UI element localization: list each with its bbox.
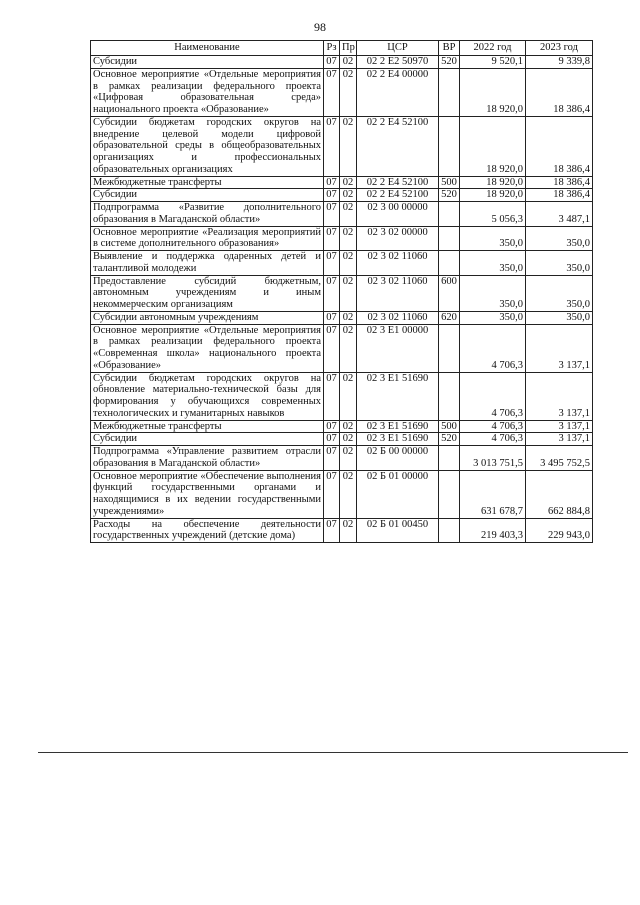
row-name: Межбюджетные трансферты	[91, 176, 324, 189]
row-pr: 02	[340, 470, 357, 518]
row-2022: 350,0	[460, 311, 526, 324]
table-header-row	[91, 41, 593, 56]
row-csr: 02 3 E1 51690	[357, 420, 439, 433]
row-2022: 18 920,0	[460, 176, 526, 189]
row-vr	[439, 446, 460, 471]
row-name: Субсидии бюджетам городских округов на обновление материально-технической базы для формирования у обучающихся современных технологических и гуманитарных навыков	[91, 372, 324, 420]
row-vr	[439, 372, 460, 420]
row-csr: 02 Б 01 00450	[357, 518, 439, 543]
row-2023: 3 495 752,5	[526, 446, 593, 471]
row-rz: 07	[324, 202, 340, 227]
row-pr: 02	[340, 251, 357, 276]
row-name: Субсидии	[91, 189, 324, 202]
row-pr: 02	[340, 56, 357, 69]
row-name: Подпрограмма «Развитие дополнительного образования в Магаданской области»	[91, 202, 324, 227]
row-csr: 02 2 E4 52100	[357, 116, 439, 176]
header-2023: 2023 год	[526, 41, 593, 56]
row-2023: 350,0	[526, 226, 593, 251]
table-row	[91, 518, 593, 543]
row-vr	[439, 226, 460, 251]
row-vr	[439, 324, 460, 372]
row-csr: 02 3 E1 51690	[357, 372, 439, 420]
row-rz: 07	[324, 176, 340, 189]
table-row	[91, 202, 593, 227]
row-vr: 520	[439, 189, 460, 202]
row-pr: 02	[340, 372, 357, 420]
row-pr: 02	[340, 433, 357, 446]
row-2022: 9 520,1	[460, 56, 526, 69]
row-name: Основное мероприятие «Отдельные мероприятия в рамках реализации федерального проекта «Современная школа» национального проекта «Образование»	[91, 324, 324, 372]
header-2022: 2022 год	[460, 41, 526, 56]
page-number: 98	[314, 20, 326, 34]
row-pr: 02	[340, 446, 357, 471]
row-csr: 02 Б 00 00000	[357, 446, 439, 471]
row-rz: 07	[324, 251, 340, 276]
row-name: Подпрограмма «Управление развитием отрасли образования в Магаданской области»	[91, 446, 324, 471]
header-vr: ВР	[439, 41, 460, 56]
row-2022: 4 706,3	[460, 433, 526, 446]
header-csr: ЦСР	[357, 41, 439, 56]
row-vr	[439, 202, 460, 227]
row-2022: 5 056,3	[460, 202, 526, 227]
row-2023: 3 137,1	[526, 433, 593, 446]
table-row	[91, 446, 593, 471]
header-pr: Пр	[340, 41, 357, 56]
row-2022: 350,0	[460, 275, 526, 311]
row-pr: 02	[340, 420, 357, 433]
budget-table	[90, 40, 593, 543]
row-pr: 02	[340, 202, 357, 227]
row-2022: 18 920,0	[460, 116, 526, 176]
table-row	[91, 275, 593, 311]
row-2022: 3 013 751,5	[460, 446, 526, 471]
row-2023: 350,0	[526, 275, 593, 311]
row-rz: 07	[324, 68, 340, 116]
table-row	[91, 251, 593, 276]
row-vr	[439, 470, 460, 518]
row-2023: 3 137,1	[526, 324, 593, 372]
table-row	[91, 372, 593, 420]
row-pr: 02	[340, 226, 357, 251]
row-vr: 500	[439, 420, 460, 433]
row-vr	[439, 518, 460, 543]
row-rz: 07	[324, 116, 340, 176]
row-vr: 520	[439, 56, 460, 69]
row-csr: 02 3 E1 51690	[357, 433, 439, 446]
row-vr: 600	[439, 275, 460, 311]
header-rz: Рз	[324, 41, 340, 56]
row-pr: 02	[340, 176, 357, 189]
row-2022: 350,0	[460, 251, 526, 276]
row-2022: 18 920,0	[460, 68, 526, 116]
row-name: Основное мероприятие «Обеспечение выполнения функций государственными органами и находящимися в их ведении государственными учреждениями»	[91, 470, 324, 518]
row-name: Субсидии	[91, 56, 324, 69]
row-rz: 07	[324, 470, 340, 518]
row-rz: 07	[324, 518, 340, 543]
row-pr: 02	[340, 189, 357, 202]
row-rz: 07	[324, 446, 340, 471]
row-csr: 02 2 E4 52100	[357, 189, 439, 202]
table-row	[91, 226, 593, 251]
row-2023: 18 386,4	[526, 176, 593, 189]
row-2022: 4 706,3	[460, 324, 526, 372]
row-name: Субсидии автономным учреждениям	[91, 311, 324, 324]
row-2023: 18 386,4	[526, 68, 593, 116]
row-2023: 3 487,1	[526, 202, 593, 227]
row-vr	[439, 251, 460, 276]
row-pr: 02	[340, 68, 357, 116]
row-pr: 02	[340, 311, 357, 324]
row-csr: 02 3 E1 00000	[357, 324, 439, 372]
row-csr: 02 3 02 11060	[357, 275, 439, 311]
row-2022: 4 706,3	[460, 372, 526, 420]
row-csr: 02 3 02 00000	[357, 226, 439, 251]
row-rz: 07	[324, 324, 340, 372]
row-2023: 350,0	[526, 251, 593, 276]
row-csr: 02 Б 01 00000	[357, 470, 439, 518]
row-name: Межбюджетные трансферты	[91, 420, 324, 433]
table-row	[91, 420, 593, 433]
row-2023: 18 386,4	[526, 189, 593, 202]
row-2023: 3 137,1	[526, 420, 593, 433]
row-rz: 07	[324, 420, 340, 433]
row-csr: 02 2 E4 00000	[357, 68, 439, 116]
row-vr: 620	[439, 311, 460, 324]
row-name: Расходы на обеспечение деятельности государственных учреждений (детские дома)	[91, 518, 324, 543]
row-name: Выявление и поддержка одаренных детей и талантливой молодежи	[91, 251, 324, 276]
row-name: Предоставление субсидий бюджетным, автономным учреждениям и иным некоммерческим организациям	[91, 275, 324, 311]
row-2023: 9 339,8	[526, 56, 593, 69]
table-row	[91, 176, 593, 189]
row-rz: 07	[324, 433, 340, 446]
row-vr: 500	[439, 176, 460, 189]
row-2023: 229 943,0	[526, 518, 593, 543]
row-csr: 02 3 00 00000	[357, 202, 439, 227]
row-csr: 02 2 E4 52100	[357, 176, 439, 189]
row-2022: 219 403,3	[460, 518, 526, 543]
row-name: Основное мероприятие «Реализация мероприятий в системе дополнительного образования»	[91, 226, 324, 251]
table-row	[91, 116, 593, 176]
row-2023: 3 137,1	[526, 372, 593, 420]
table-row	[91, 56, 593, 69]
row-2023: 18 386,4	[526, 116, 593, 176]
row-2022: 18 920,0	[460, 189, 526, 202]
row-2022: 631 678,7	[460, 470, 526, 518]
row-rz: 07	[324, 275, 340, 311]
table-row	[91, 470, 593, 518]
row-2023: 662 884,8	[526, 470, 593, 518]
table-row	[91, 433, 593, 446]
row-csr: 02 3 02 11060	[357, 311, 439, 324]
row-rz: 07	[324, 372, 340, 420]
row-2022: 350,0	[460, 226, 526, 251]
row-rz: 07	[324, 311, 340, 324]
row-vr	[439, 116, 460, 176]
row-pr: 02	[340, 116, 357, 176]
row-name: Основное мероприятие «Отдельные мероприятия в рамках реализации федерального проекта «Цифровая образовательная среда» национального проекта «Образование»	[91, 68, 324, 116]
row-name: Субсидии бюджетам городских округов на внедрение целевой модели цифровой образовательной среды в общеобразовательных организациях и профессиональных образовательных организациях	[91, 116, 324, 176]
table-row	[91, 189, 593, 202]
row-rz: 07	[324, 226, 340, 251]
row-2022: 4 706,3	[460, 420, 526, 433]
row-pr: 02	[340, 518, 357, 543]
header-name: Наименование	[91, 41, 324, 56]
row-pr: 02	[340, 275, 357, 311]
row-vr	[439, 68, 460, 116]
row-rz: 07	[324, 56, 340, 69]
row-csr: 02 3 02 11060	[357, 251, 439, 276]
table-row	[91, 324, 593, 372]
row-vr: 520	[439, 433, 460, 446]
footer-rule	[38, 752, 628, 753]
row-csr: 02 2 E2 50970	[357, 56, 439, 69]
table-row	[91, 68, 593, 116]
row-2023: 350,0	[526, 311, 593, 324]
row-rz: 07	[324, 189, 340, 202]
row-name: Субсидии	[91, 433, 324, 446]
row-pr: 02	[340, 324, 357, 372]
table-row	[91, 311, 593, 324]
